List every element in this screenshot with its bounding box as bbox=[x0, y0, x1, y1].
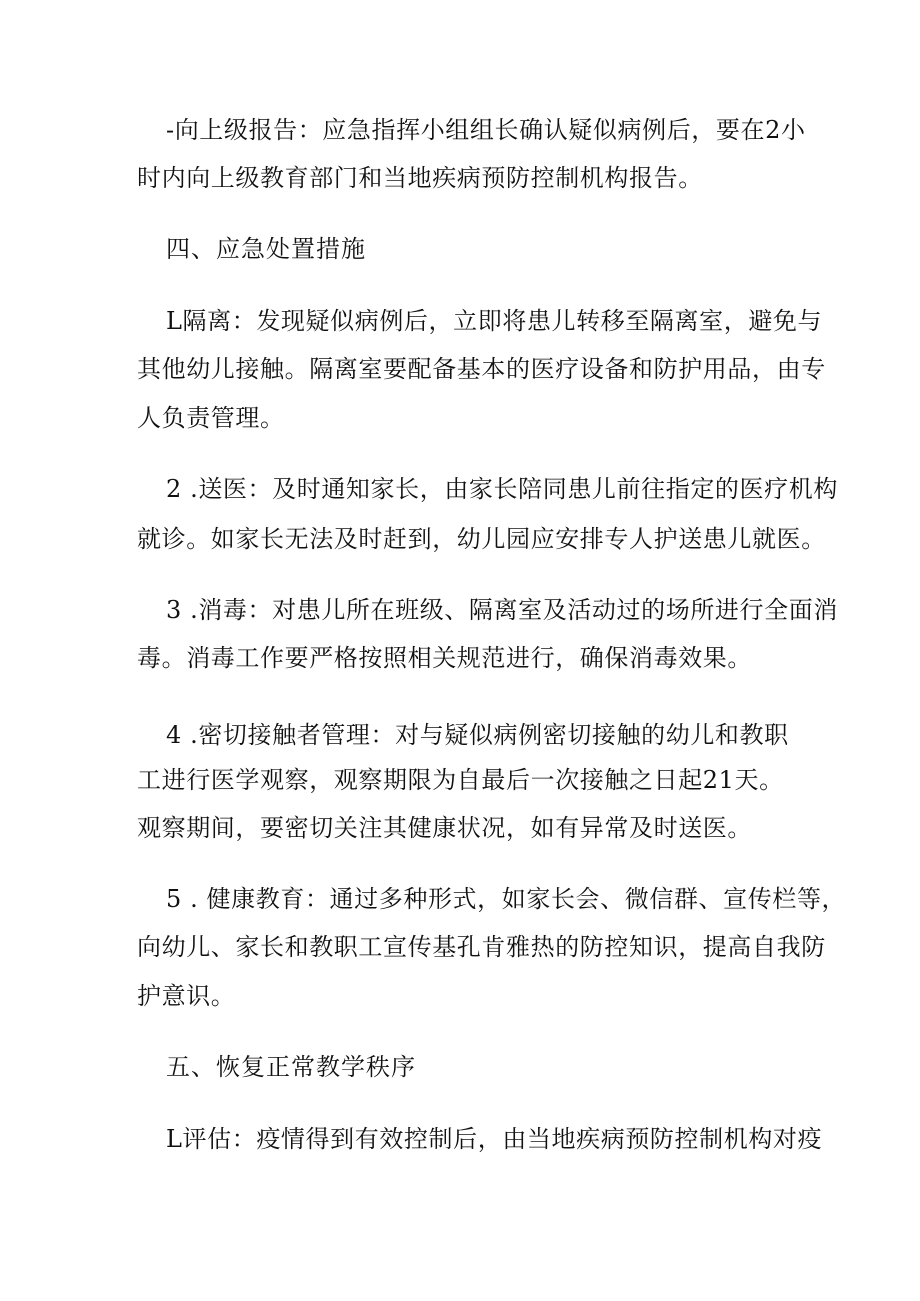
text-line: 就诊。如家长无法及时赶到，幼儿园应安排专人护送患儿就医。 bbox=[137, 525, 826, 553]
text-line: -向上级报告：应急指挥小组组长确认疑似病例后，要在2小 bbox=[166, 116, 806, 144]
text-line: 观察期间，要密切关注其健康状况，如有异常及时送医。 bbox=[137, 814, 752, 842]
heading-text: 四、应急处置措施 bbox=[166, 235, 366, 263]
text-line: L隔离：发现疑似病例后，立即将患儿转移至隔离室，避免与 bbox=[166, 307, 823, 335]
text-line: 毒。消毒工作要严格按照相关规范进行，确保消毒效果。 bbox=[137, 644, 752, 672]
text-line: L评估：疫情得到有效控制后，由当地疾病预防控制机构对疫 bbox=[166, 1125, 823, 1153]
text-line: 时内向上级教育部门和当地疾病预防控制机构报告。 bbox=[137, 164, 703, 192]
text-line: 人负责管理。 bbox=[137, 404, 285, 432]
text-line: 工进行医学观察，观察期限为自最后一次接触之日起21天。 bbox=[137, 766, 784, 794]
text-line: 其他幼儿接触。隔离室要配备基本的医疗设备和防护用品，由专 bbox=[137, 355, 826, 383]
text-line: 4 .密切接触者管理：对与疑似病例密切接触的幼儿和教职 bbox=[166, 721, 789, 749]
heading-text: 五、恢复正常教学秩序 bbox=[166, 1053, 416, 1081]
text-line: 3 .消毒：对患儿所在班级、隔离室及活动过的场所进行全面消 bbox=[166, 596, 838, 624]
text-line: 2 .送医：及时通知家长，由家长陪同患儿前往指定的医疗机构 bbox=[166, 475, 838, 503]
text-line: 5 . 健康教育：通过多种形式，如家长会、微信群、宣传栏等， bbox=[166, 885, 847, 913]
text-line: 护意识。 bbox=[137, 982, 236, 1010]
text-line: 向幼儿、家长和教职工宣传基孔肯雅热的防控知识，提高自我防 bbox=[137, 933, 826, 961]
